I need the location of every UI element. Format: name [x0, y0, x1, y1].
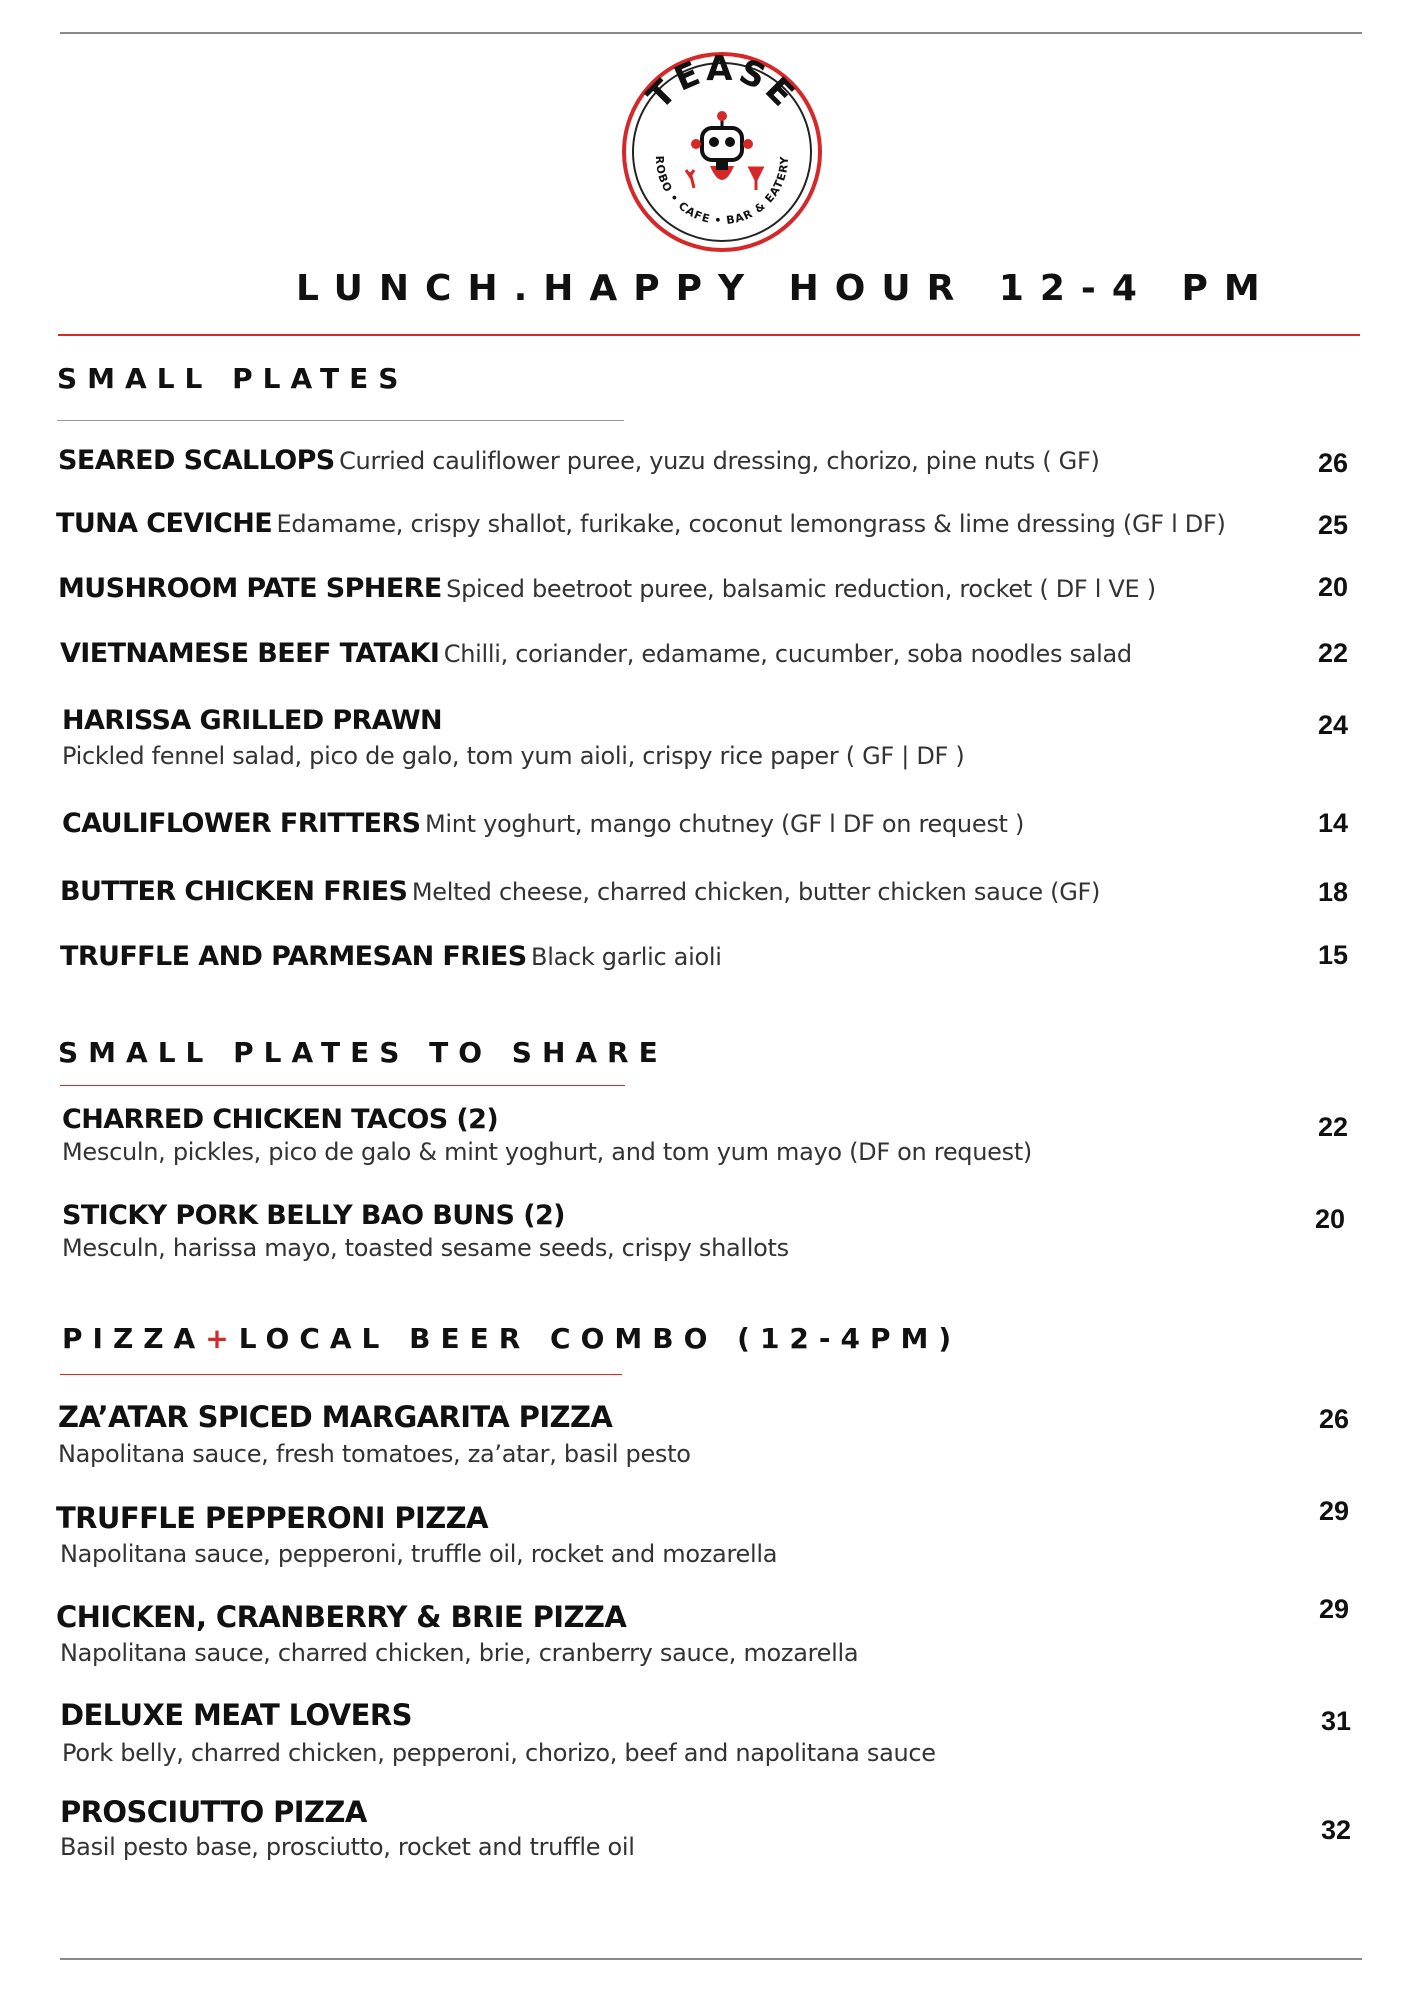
section-divider-pizza — [60, 1374, 622, 1375]
item-name: STICKY PORK BELLY BAO BUNS (2) — [62, 1200, 565, 1231]
item-description: Edamame, crispy shallot, furikake, coconut lemongrass & lime dressing (GF l DF) — [276, 510, 1226, 538]
item-description: Mint yoghurt, mango chutney (GF l DF on request ) — [424, 810, 1025, 838]
item-name: MUSHROOM PATE SPHERE — [58, 573, 442, 604]
top-divider — [60, 32, 1362, 34]
item-price: 32 — [1320, 1815, 1351, 1845]
item-description: Mesculn, harissa mayo, toasted sesame seeds, crispy shallots — [62, 1234, 789, 1262]
item-description: Spiced beetroot puree, balsamic reduction, rocket ( DF l VE ) — [446, 575, 1156, 603]
item-price: 26 — [1317, 448, 1348, 478]
item-description: Mesculn, pickles, pico de galo & mint yoghurt, and tom yum mayo (DF on request) — [62, 1138, 1032, 1166]
item-description: Curried cauliflower puree, yuzu dressing, chorizo, pine nuts ( GF) — [339, 447, 1100, 475]
pizza-title-part: PIZZA — [62, 1322, 206, 1355]
item-name: TRUFFLE PEPPERONI PIZZA — [56, 1501, 488, 1535]
section-divider-small-plates — [57, 420, 624, 421]
bottom-divider — [60, 1958, 1362, 1960]
item-name: DELUXE MEAT LOVERS — [60, 1698, 412, 1732]
item-name: CHARRED CHICKEN TACOS (2) — [62, 1104, 499, 1135]
menu-item — [58, 445, 1100, 476]
item-name: BUTTER CHICKEN FRIES — [60, 876, 408, 907]
item-name: TUNA CEVICHE — [56, 508, 273, 539]
item-name: PROSCIUTTO PIZZA — [60, 1795, 367, 1829]
logo-brand-text: TEASE — [639, 50, 805, 118]
item-price: 20 — [1314, 1204, 1345, 1234]
tease-logo — [620, 50, 824, 254]
item-name: SEARED SCALLOPS — [58, 445, 335, 476]
item-price: 26 — [1318, 1404, 1349, 1434]
item-price: 22 — [1317, 1112, 1348, 1142]
title-divider — [58, 334, 1360, 336]
item-price: 15 — [1317, 940, 1348, 970]
logo-ring-text: ROBO • CAFE • BAR & EATERY — [652, 155, 792, 228]
item-description: Chilli, coriander, edamame, cucumber, soba noodles salad — [443, 640, 1132, 668]
menu-item — [58, 573, 1156, 604]
item-price: 22 — [1317, 638, 1348, 668]
item-price: 14 — [1317, 808, 1348, 838]
item-name: VIETNAMESE BEEF TATAKI — [60, 638, 440, 669]
item-description: Basil pesto base, prosciutto, rocket and truffle oil — [60, 1833, 635, 1861]
item-description: Pork belly, charred chicken, pepperoni, chorizo, beef and napolitana sauce — [62, 1739, 936, 1767]
item-description: Melted cheese, charred chicken, butter chicken sauce (GF) — [411, 878, 1101, 906]
item-name: CAULIFLOWER FRITTERS — [62, 808, 421, 839]
item-description: Black garlic aioli — [531, 943, 722, 971]
pizza-title-part: LOCAL BEER COMBO (12-4PM) — [238, 1322, 962, 1355]
item-description: Napolitana sauce, pepperoni, truffle oil, rocket and mozarella — [60, 1540, 778, 1568]
menu-item — [60, 876, 1100, 907]
item-name: TRUFFLE AND PARMESAN FRIES — [60, 941, 527, 972]
item-name: CHICKEN, CRANBERRY & BRIE PIZZA — [56, 1600, 627, 1634]
item-description: Napolitana sauce, charred chicken, brie, cranberry sauce, mozarella — [60, 1639, 859, 1667]
item-name: ZA’ATAR SPICED MARGARITA PIZZA — [58, 1400, 613, 1434]
page-title: LUNCH.HAPPY HOUR 12-4 PM — [296, 268, 1276, 309]
item-price: 24 — [1317, 710, 1348, 740]
item-price: 29 — [1318, 1594, 1349, 1624]
item-price: 29 — [1318, 1496, 1349, 1526]
section-title-small-plates: SMALL PLATES — [57, 362, 409, 395]
item-description: Pickled fennel salad, pico de galo, tom yum aioli, crispy rice paper ( GF | DF ) — [62, 742, 965, 770]
item-price: 20 — [1317, 572, 1348, 602]
menu-item — [56, 508, 1226, 539]
item-name: HARISSA GRILLED PRAWN — [62, 705, 443, 736]
menu-item — [62, 808, 1024, 839]
section-divider-share — [60, 1085, 625, 1086]
plus-icon: + — [205, 1322, 239, 1355]
item-price: 18 — [1317, 877, 1348, 907]
item-price: 31 — [1320, 1706, 1351, 1736]
menu-item — [60, 941, 722, 972]
item-price: 25 — [1317, 510, 1348, 540]
item-description: Napolitana sauce, fresh tomatoes, za’atar, basil pesto — [58, 1440, 691, 1468]
section-title-share: SMALL PLATES TO SHARE — [58, 1036, 668, 1069]
section-title-pizza — [62, 1322, 961, 1355]
menu-item — [60, 638, 1132, 669]
